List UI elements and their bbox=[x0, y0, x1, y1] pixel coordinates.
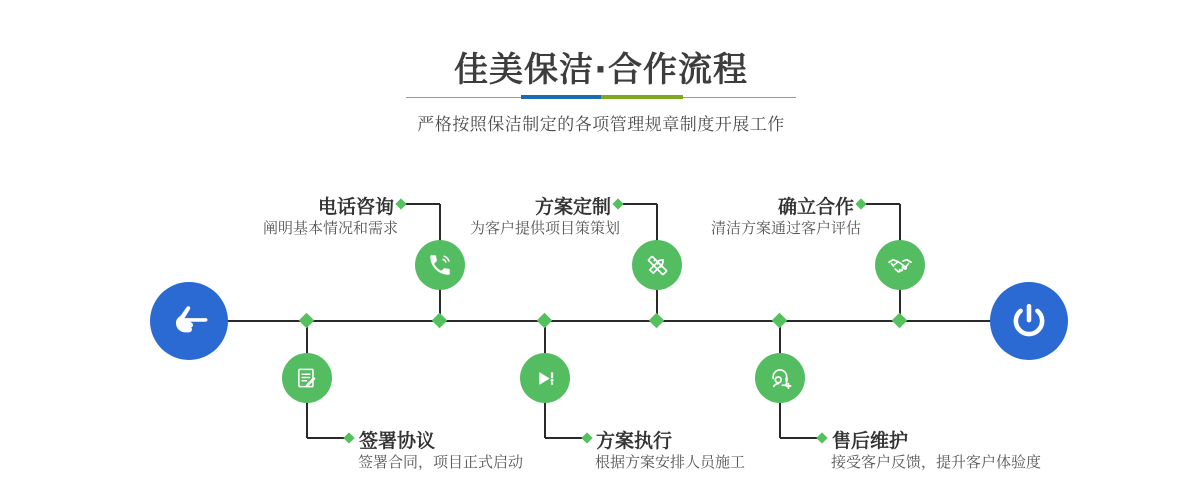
step-title: 售后维护 bbox=[832, 430, 909, 452]
timeline-start-circle bbox=[150, 282, 228, 360]
handshake-icon bbox=[886, 251, 914, 279]
connector-horizontal bbox=[404, 203, 440, 205]
step-title: 方案定制 bbox=[534, 196, 611, 218]
connector-horizontal bbox=[780, 437, 820, 439]
connector-horizontal bbox=[864, 203, 900, 205]
play-forward-icon bbox=[532, 365, 559, 392]
label-diamond bbox=[343, 432, 354, 443]
step-icon-circle bbox=[875, 240, 925, 290]
timeline-diamond bbox=[649, 313, 665, 329]
page-subtitle: 严格按照保洁制定的各项管理规章制度开展工作 bbox=[417, 115, 785, 135]
divider-accent-green bbox=[601, 95, 683, 99]
step-icon-circle bbox=[415, 240, 465, 290]
step-icon-circle bbox=[755, 353, 805, 403]
label-diamond bbox=[816, 432, 827, 443]
step-desc: 清洁方案通过客户评估 bbox=[710, 219, 861, 237]
connector-horizontal bbox=[545, 437, 585, 439]
step-title: 签署协议 bbox=[359, 430, 436, 452]
step-title: 电话咨询 bbox=[317, 196, 394, 218]
step-icon-circle bbox=[282, 353, 332, 403]
pointing-hand-icon bbox=[167, 299, 211, 343]
step-desc: 接受客户反馈，提升客户体验度 bbox=[831, 453, 1042, 471]
page-title: 佳美保洁·合作流程 bbox=[454, 50, 748, 90]
timeline-diamond bbox=[432, 313, 448, 329]
step-desc: 根据方案安排人员施工 bbox=[595, 453, 746, 471]
step-title: 确立合作 bbox=[777, 196, 854, 218]
step-icon-circle bbox=[520, 353, 570, 403]
timeline-diamond bbox=[772, 313, 788, 329]
step-desc: 为客户提供项目策策划 bbox=[469, 219, 620, 237]
timeline-diamond bbox=[892, 313, 908, 329]
timeline-diamond bbox=[537, 313, 553, 329]
timeline-end-circle bbox=[990, 282, 1068, 360]
pencil-ruler-icon bbox=[644, 252, 671, 279]
step-icon-circle bbox=[632, 240, 682, 290]
step-desc: 签署合同，项目正式启动 bbox=[358, 453, 524, 471]
step-desc: 阐明基本情况和需求 bbox=[262, 219, 398, 237]
divider-accent-blue bbox=[521, 95, 601, 99]
phone-icon bbox=[427, 252, 453, 278]
timeline-diamond bbox=[299, 313, 315, 329]
label-diamond bbox=[855, 198, 866, 209]
label-diamond bbox=[581, 432, 592, 443]
label-diamond bbox=[395, 198, 406, 209]
sign-document-icon bbox=[294, 365, 320, 391]
headset-plus-icon bbox=[767, 365, 794, 392]
connector-horizontal bbox=[621, 203, 657, 205]
label-diamond bbox=[612, 198, 623, 209]
connector-horizontal bbox=[307, 437, 347, 439]
power-icon bbox=[1008, 300, 1050, 342]
step-title: 方案执行 bbox=[596, 430, 673, 452]
